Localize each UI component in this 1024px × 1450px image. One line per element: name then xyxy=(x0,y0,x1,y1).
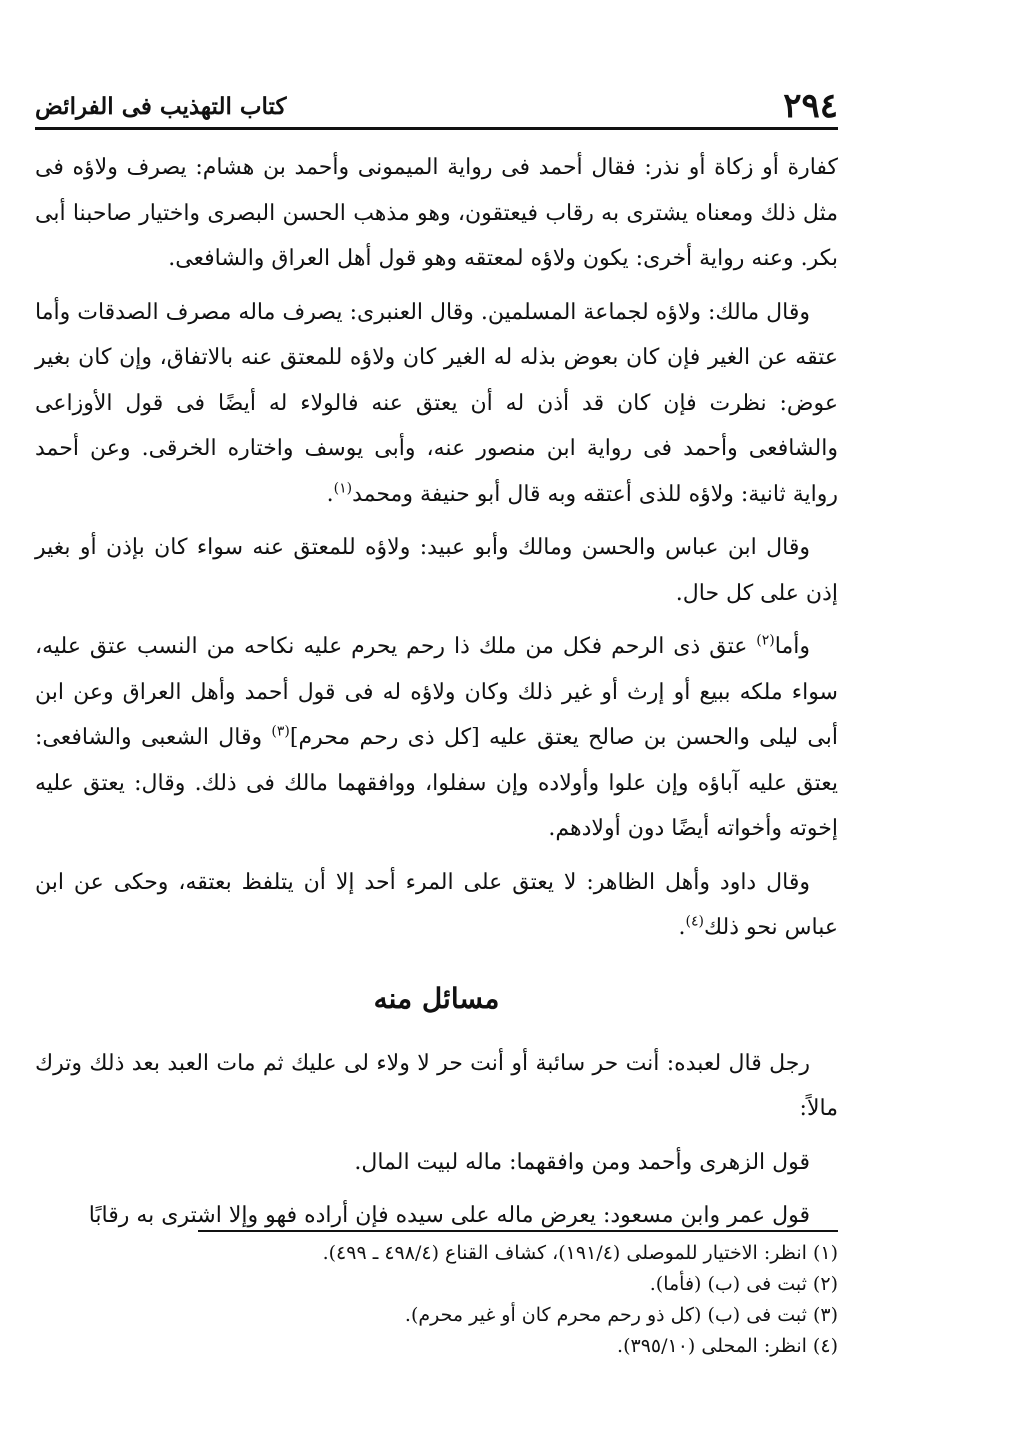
footnote-2: (٢) ثبت فى (ب) (فأما). xyxy=(649,1273,838,1295)
paragraph-tail: . xyxy=(678,915,686,940)
footnote-ref-4: (٤) xyxy=(685,913,704,930)
paragraph-3 xyxy=(35,525,838,616)
footnote-4: (٤) انظر: المحلى (٣٩٥/١٠). xyxy=(617,1335,838,1357)
footnotes xyxy=(35,1238,838,1362)
footnote-ref-3: (٣) xyxy=(271,723,290,740)
paragraph-lead: وأما xyxy=(774,634,810,659)
footnote-ref-1: (١) xyxy=(333,480,353,497)
paragraph-tail: وقال الشعبى والشافعى: يعتق عليه آباؤه وإن علوا وأولاده وإن سفلوا، ووافقهما مالك فى ذلك. وقال: يعتق عليه إخوته وأخواته أيضًا دون أولادهم. xyxy=(35,725,838,841)
footnote-1: (١) انظر: الاختيار للموصلى (١٩١/٤)، كشاف القناع (٤٩٨/٤ ـ ٤٩٩). xyxy=(322,1242,838,1264)
paragraph-tail: . xyxy=(326,481,334,507)
footnote-ref-2: (٢) xyxy=(756,632,775,649)
main-text xyxy=(35,145,838,1239)
running-title: كتاب التهذيب فى الفرائض xyxy=(35,93,287,120)
section-paragraph-3: قول عمر وابن مسعود: يعرض ماله على سيده فإن أراده فهو وإلا اشترى به رقابًا xyxy=(88,1203,810,1228)
paragraph-text: عتق ذى الرحم فكل من ملك ذا رحم يحرم عليه نكاحه من النسب عتق عليه، سواء ملكه ببيع أو إرث أو غير ذلك وكان ولاؤه له فى قول أحمد وأهل العراق وعن ابن أبى ليلى والحسن بن صالح يعتق عليه [كل ذى رحم محرم] xyxy=(35,634,838,750)
paragraph-4 xyxy=(35,624,838,852)
paragraph-1 xyxy=(35,145,838,282)
section-heading: مسائل منه xyxy=(373,981,500,1015)
page-header xyxy=(35,85,838,130)
paragraph-text: وقال داود وأهل الظاهر: لا يعتق على المرء أحد إلا أن يتلفظ بعتقه، وحكى عن ابن عباس نحو ذلك xyxy=(35,869,838,940)
paragraph-text: وقال ابن عباس والحسن ومالك وأبو عبيد: ولاؤه للمعتق عنه سواء كان بإذن أو بغير إذن على كل حال. xyxy=(35,535,838,606)
section-paragraph-1: رجل قال لعبده: أنت حر سائبة أو أنت حر لا ولاء لى عليك ثم مات العبد بعد ذلك وترك مالاً: xyxy=(35,1050,838,1121)
footnote-divider xyxy=(198,1230,838,1232)
paragraph-2 xyxy=(35,290,838,518)
page-number: ٢٩٤ xyxy=(783,86,838,126)
paragraph-5 xyxy=(35,860,838,951)
paragraph-text: كفارة أو زكاة أو نذر: فقال أحمد فى رواية الميمونى وأحمد بن هشام: يصرف ولاؤه فى مثل ذلك ومعناه يشترى به رقاب فيعتقون، وهو مذهب الحسن البصرى واختيار صاحبنا أبى بكر. وعنه رواية أخرى: يكون ولاؤه لمعتقه وهو قول أهل العراق والشافعى. xyxy=(35,155,838,271)
section-paragraph-2: قول الزهرى وأحمد ومن وافقهما: ماله لبيت المال. xyxy=(354,1149,810,1175)
paragraph-text: وقال مالك: ولاؤه لجماعة المسلمين. وقال العنبرى: يصرف ماله مصرف الصدقات وأما عتقه عن الغير فإن كان بعوض بذله له الغير كان ولاؤه للمعتق عنه بالاتفاق، وإن كان بغير عوض: نظرت فإن كان قد أذن له أن يعتق عنه فالولاء له أيضًا فى قول الأوزاعى والشافعى وأحمد فى رواية ابن منصور عنه، وأبى يوسف واختاره الخرقى. وعن أحمد رواية ثانية: ولاؤه للذى أعتقه وبه قال أبو حنيفة ومحمد xyxy=(35,299,838,507)
footnote-3: (٣) ثبت فى (ب) (كل ذو رحم محرم كان أو غير محرم). xyxy=(404,1304,838,1326)
